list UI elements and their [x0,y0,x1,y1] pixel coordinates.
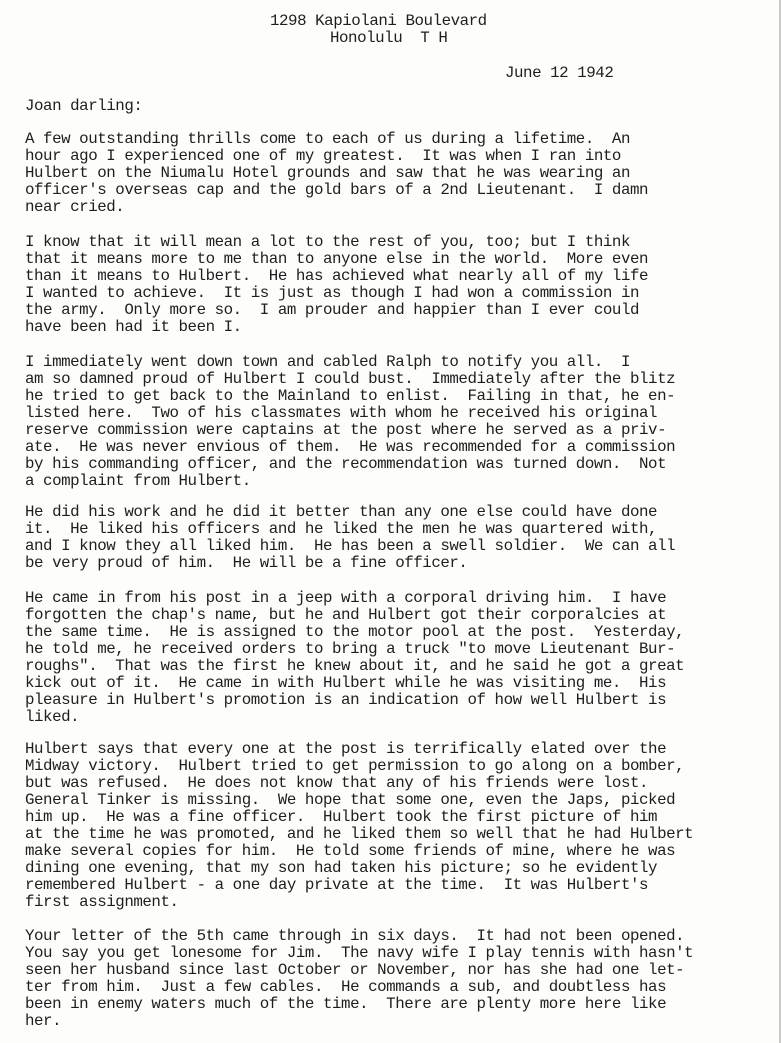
text-line: listed here. Two of his classmates with whom he received his original [25,404,658,422]
text-line: remembered Hulbert - a one day private at the time. It was Hulbert's [25,876,649,894]
letter-date: June 12 1942 [505,64,614,82]
address-line-1: 1298 Kapiolani Boulevard [270,12,487,30]
text-line: seen her husband since last October or November, nor has she had one let- [25,961,685,979]
salutation: Joan darling: [25,97,143,115]
text-line: he tried to get back to the Mainland to enlist. Failing in that, he en- [25,387,676,405]
text-line: the army. Only more so. I am prouder and happier than I ever could [25,301,640,319]
text-line: been in enemy waters much of the time. There are plenty more here like [25,995,667,1013]
text-line: he told me, he received orders to bring a truck "to move Lieutenant Bur- [25,640,676,658]
text-line: A few outstanding thrills come to each of us during a lifetime. An [25,130,630,148]
text-line: Midway victory. Hulbert tried to get permission to go along on a bomber, [25,757,685,775]
text-line: roughs". That was the first he knew about it, and he said he got a great [25,657,685,675]
text-line: officer's overseas cap and the gold bars of a 2nd Lieutenant. I damn [25,181,649,199]
text-line: and I know they all liked him. He has been a swell soldier. We can all [25,537,676,555]
text-line: Hulbert says that every one at the post is terrifically elated over the [25,740,667,758]
text-line: reserve commission were captains at the post where he served as a priv- [25,421,667,439]
text-line: He did his work and he did it better than any one else could have done [25,503,658,521]
text-line: than it means to Hulbert. He has achieved what nearly all of my life [25,267,649,285]
text-line: kick out of it. He came in with Hulbert while he was visiting me. His [25,674,667,692]
text-line: a complaint from Hulbert. [25,472,251,490]
text-line: pleasure in Hulbert's promotion is an indication of how well Hulbert is [25,691,667,709]
text-line: I immediately went down town and cabled Ralph to notify you all. I [25,353,630,371]
text-line: at the time he was promoted, and he liked them so well that he had Hulbert [25,825,694,843]
text-line: her. [25,1012,62,1030]
text-line: near cried. [25,198,125,216]
text-line: that it means more to me than to anyone else in the world. More even [25,250,649,268]
text-line: be very proud of him. He will be a fine officer. [25,554,468,572]
text-line: it. He liked his officers and he liked the men he was quartered with, [25,520,658,538]
text-line: first assignment. [25,893,179,911]
text-line: him up. He was a fine officer. Hulbert took the first picture of him [25,808,658,826]
text-line: by his commanding officer, and the recommendation was turned down. Not [25,455,667,473]
text-line: ter from him. Just a few cables. He commands a sub, and doubtless has [25,978,667,996]
address-line-2: Honolulu T H [330,29,448,47]
text-line: Hulbert on the Niumalu Hotel grounds and saw that he was wearing an [25,164,630,182]
text-line: am so damned proud of Hulbert I could bust. Immediately after the blitz [25,370,676,388]
text-line: General Tinker is missing. We hope that some one, even the Japs, picked [25,791,676,809]
text-line: liked. [25,708,80,726]
text-line: hour ago I experienced one of my greatest. It was when I ran into [25,147,621,165]
text-line: He came in from his post in a jeep with a corporal driving him. I have [25,589,667,607]
text-line: Your letter of the 5th came through in six days. It had not been opened. [25,927,685,945]
text-line: dining one evening, that my son had taken his picture; so he evidently [25,859,658,877]
text-line: You say you get lonesome for Jim. The navy wife I play tennis with hasn't [25,944,694,962]
text-line: make several copies for him. He told some friends of mine, where he was [25,842,676,860]
text-line: have been had it been I. [25,318,242,336]
text-line: the same time. He is assigned to the motor pool at the post. Yesterday, [25,623,685,641]
text-line: ate. He was never envious of them. He was recommended for a commission [25,438,676,456]
text-line: I wanted to achieve. It is just as though I had won a commission in [25,284,640,302]
text-line: but was refused. He does not know that any of his friends were lost. [25,774,649,792]
text-line: I know that it will mean a lot to the rest of you, too; but I think [25,233,630,251]
text-line: forgotten the chap's name, but he and Hulbert got their corporalcies at [25,606,667,624]
